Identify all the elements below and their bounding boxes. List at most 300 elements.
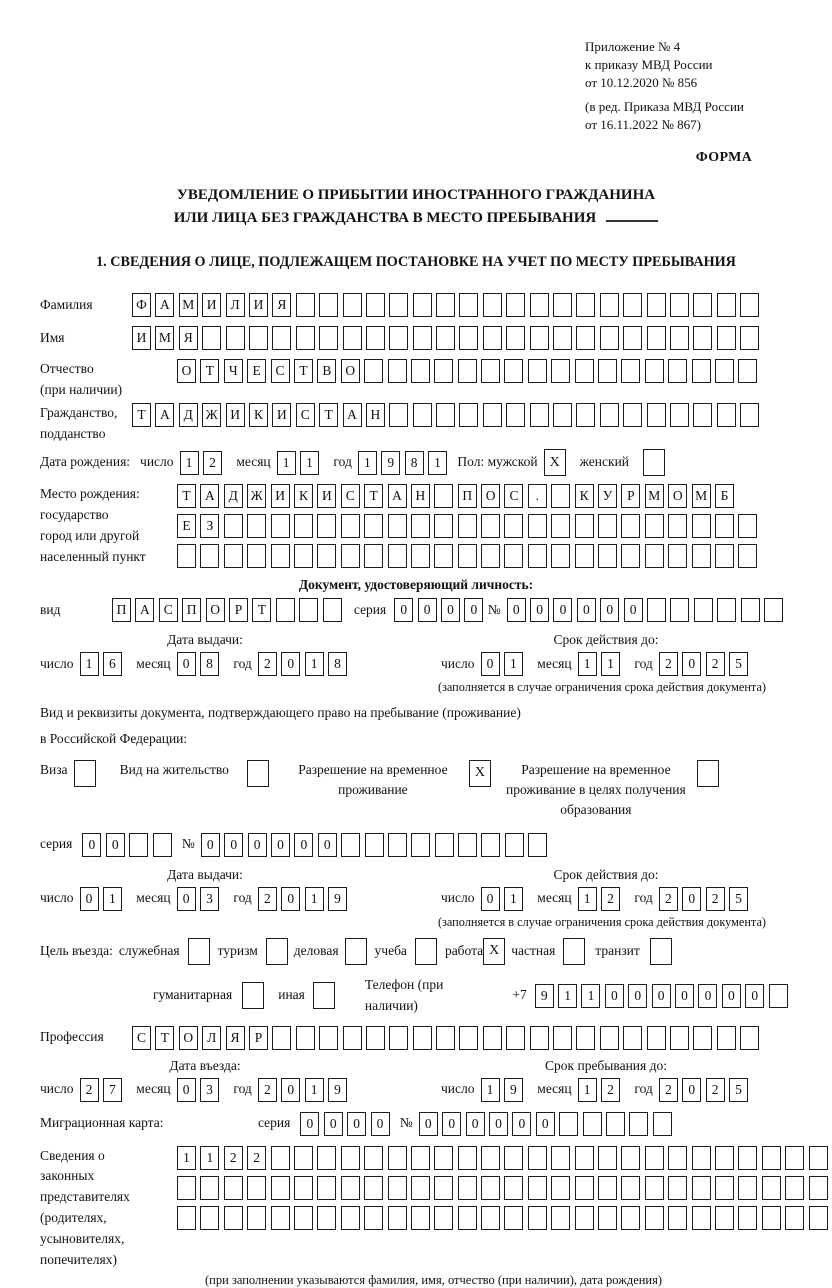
- char-box[interactable]: Т: [319, 403, 338, 427]
- char-box[interactable]: [272, 326, 291, 350]
- char-box[interactable]: [317, 514, 336, 538]
- char-box[interactable]: 2: [258, 887, 277, 911]
- char-box[interactable]: 1: [601, 652, 620, 676]
- char-box[interactable]: [504, 1176, 523, 1200]
- char-box[interactable]: К: [294, 484, 313, 508]
- char-box[interactable]: Р: [229, 598, 248, 622]
- char-box[interactable]: [528, 1206, 547, 1230]
- char-box[interactable]: [623, 1026, 642, 1050]
- char-box[interactable]: [388, 1206, 407, 1230]
- char-box[interactable]: [366, 1026, 385, 1050]
- char-box[interactable]: [200, 1176, 219, 1200]
- char-box[interactable]: [551, 1146, 570, 1170]
- char-box[interactable]: 0: [442, 1112, 461, 1136]
- char-box[interactable]: И: [226, 403, 245, 427]
- char-box[interactable]: [670, 326, 689, 350]
- char-box[interactable]: [200, 1206, 219, 1230]
- char-box[interactable]: [715, 359, 734, 383]
- char-box[interactable]: 9: [381, 451, 400, 475]
- char-box[interactable]: 0: [605, 984, 624, 1008]
- char-box[interactable]: [317, 1176, 336, 1200]
- char-box[interactable]: [224, 1176, 243, 1200]
- char-box[interactable]: 0: [466, 1112, 485, 1136]
- char-box[interactable]: Р: [621, 484, 640, 508]
- char-box[interactable]: [600, 1026, 619, 1050]
- char-box[interactable]: [506, 326, 525, 350]
- char-box[interactable]: 7: [103, 1078, 122, 1102]
- char-box[interactable]: 0: [394, 598, 413, 622]
- char-box[interactable]: О: [206, 598, 225, 622]
- char-box[interactable]: И: [271, 484, 290, 508]
- char-box[interactable]: [764, 598, 783, 622]
- char-box[interactable]: [668, 1206, 687, 1230]
- temp-residence-checkbox[interactable]: X: [469, 760, 491, 787]
- char-box[interactable]: [317, 544, 336, 568]
- char-box[interactable]: [717, 403, 736, 427]
- char-box[interactable]: [364, 1146, 383, 1170]
- char-box[interactable]: С: [132, 1026, 151, 1050]
- char-box[interactable]: 0: [464, 598, 483, 622]
- char-box[interactable]: 0: [300, 1112, 319, 1136]
- char-box[interactable]: [645, 1146, 664, 1170]
- char-box[interactable]: [459, 403, 478, 427]
- char-box[interactable]: [436, 293, 455, 317]
- char-box[interactable]: [717, 326, 736, 350]
- char-box[interactable]: [389, 293, 408, 317]
- char-box[interactable]: [296, 1026, 315, 1050]
- char-box[interactable]: О: [341, 359, 360, 383]
- temp-residence-edu-checkbox[interactable]: [697, 760, 719, 787]
- char-box[interactable]: [504, 1206, 523, 1230]
- char-box[interactable]: 8: [405, 451, 424, 475]
- char-box[interactable]: И: [132, 326, 151, 350]
- char-box[interactable]: [434, 1206, 453, 1230]
- char-box[interactable]: [598, 514, 617, 538]
- char-box[interactable]: [740, 1026, 759, 1050]
- char-box[interactable]: 0: [281, 652, 300, 676]
- char-box[interactable]: [224, 1206, 243, 1230]
- char-box[interactable]: [459, 326, 478, 350]
- char-box[interactable]: [343, 1026, 362, 1050]
- char-box[interactable]: [343, 293, 362, 317]
- char-box[interactable]: [411, 1146, 430, 1170]
- char-box[interactable]: [693, 326, 712, 350]
- char-box[interactable]: 2: [659, 887, 678, 911]
- char-box[interactable]: 5: [729, 652, 748, 676]
- char-box[interactable]: С: [159, 598, 178, 622]
- char-box[interactable]: М: [179, 293, 198, 317]
- char-box[interactable]: [458, 1176, 477, 1200]
- char-box[interactable]: С: [341, 484, 360, 508]
- char-box[interactable]: [434, 544, 453, 568]
- commercial-checkbox[interactable]: [345, 938, 367, 965]
- char-box[interactable]: [506, 293, 525, 317]
- char-box[interactable]: [769, 984, 788, 1008]
- char-box[interactable]: И: [317, 484, 336, 508]
- char-box[interactable]: И: [272, 403, 291, 427]
- char-box[interactable]: [647, 1026, 666, 1050]
- char-box[interactable]: [272, 1026, 291, 1050]
- char-box[interactable]: А: [155, 293, 174, 317]
- char-box[interactable]: [668, 359, 687, 383]
- char-box[interactable]: 0: [201, 833, 220, 857]
- char-box[interactable]: [226, 326, 245, 350]
- char-box[interactable]: 2: [659, 652, 678, 676]
- char-box[interactable]: 0: [248, 833, 267, 857]
- char-box[interactable]: [645, 514, 664, 538]
- char-box[interactable]: [623, 293, 642, 317]
- char-box[interactable]: [294, 1176, 313, 1200]
- char-box[interactable]: [692, 1146, 711, 1170]
- char-box[interactable]: [153, 833, 172, 857]
- char-box[interactable]: [762, 1206, 781, 1230]
- char-box[interactable]: 0: [177, 887, 196, 911]
- char-box[interactable]: [551, 359, 570, 383]
- char-box[interactable]: [177, 1206, 196, 1230]
- char-box[interactable]: [319, 1026, 338, 1050]
- char-box[interactable]: [249, 326, 268, 350]
- char-box[interactable]: 2: [258, 1078, 277, 1102]
- char-box[interactable]: [389, 1026, 408, 1050]
- char-box[interactable]: [670, 1026, 689, 1050]
- char-box[interactable]: А: [155, 403, 174, 427]
- char-box[interactable]: 2: [706, 652, 725, 676]
- char-box[interactable]: Д: [179, 403, 198, 427]
- char-box[interactable]: [575, 1146, 594, 1170]
- char-box[interactable]: [551, 544, 570, 568]
- char-box[interactable]: 1: [177, 1146, 196, 1170]
- char-box[interactable]: [481, 1206, 500, 1230]
- char-box[interactable]: 2: [601, 887, 620, 911]
- char-box[interactable]: [271, 514, 290, 538]
- char-box[interactable]: [436, 403, 455, 427]
- char-box[interactable]: [598, 1206, 617, 1230]
- char-box[interactable]: [413, 1026, 432, 1050]
- char-box[interactable]: 2: [247, 1146, 266, 1170]
- char-box[interactable]: Т: [252, 598, 271, 622]
- char-box[interactable]: [294, 514, 313, 538]
- char-box[interactable]: [434, 359, 453, 383]
- char-box[interactable]: Т: [177, 484, 196, 508]
- char-box[interactable]: [715, 514, 734, 538]
- char-box[interactable]: 0: [512, 1112, 531, 1136]
- char-box[interactable]: М: [645, 484, 664, 508]
- char-box[interactable]: 5: [729, 887, 748, 911]
- char-box[interactable]: А: [135, 598, 154, 622]
- char-box[interactable]: Н: [411, 484, 430, 508]
- male-checkbox[interactable]: X: [544, 449, 566, 476]
- char-box[interactable]: [506, 1026, 525, 1050]
- char-box[interactable]: У: [598, 484, 617, 508]
- char-box[interactable]: 1: [305, 1078, 324, 1102]
- char-box[interactable]: И: [249, 293, 268, 317]
- char-box[interactable]: [785, 1176, 804, 1200]
- char-box[interactable]: [553, 293, 572, 317]
- char-box[interactable]: [692, 1176, 711, 1200]
- char-box[interactable]: .: [528, 484, 547, 508]
- char-box[interactable]: 2: [80, 1078, 99, 1102]
- char-box[interactable]: [598, 544, 617, 568]
- char-box[interactable]: [435, 833, 454, 857]
- char-box[interactable]: [693, 293, 712, 317]
- char-box[interactable]: [296, 293, 315, 317]
- char-box[interactable]: [575, 544, 594, 568]
- char-box[interactable]: П: [112, 598, 131, 622]
- char-box[interactable]: [621, 544, 640, 568]
- char-box[interactable]: [645, 1206, 664, 1230]
- char-box[interactable]: [483, 1026, 502, 1050]
- char-box[interactable]: [483, 293, 502, 317]
- char-box[interactable]: [647, 403, 666, 427]
- char-box[interactable]: О: [668, 484, 687, 508]
- char-box[interactable]: 0: [80, 887, 99, 911]
- char-box[interactable]: [528, 1146, 547, 1170]
- char-box[interactable]: [177, 1176, 196, 1200]
- char-box[interactable]: 3: [200, 1078, 219, 1102]
- char-box[interactable]: [621, 359, 640, 383]
- char-box[interactable]: А: [388, 484, 407, 508]
- char-box[interactable]: [598, 1176, 617, 1200]
- char-box[interactable]: [296, 326, 315, 350]
- char-box[interactable]: [364, 1176, 383, 1200]
- char-box[interactable]: [738, 359, 757, 383]
- char-box[interactable]: [740, 293, 759, 317]
- char-box[interactable]: 0: [507, 598, 526, 622]
- char-box[interactable]: [528, 833, 547, 857]
- char-box[interactable]: А: [200, 484, 219, 508]
- char-box[interactable]: 1: [428, 451, 447, 475]
- char-box[interactable]: [200, 544, 219, 568]
- char-box[interactable]: [481, 514, 500, 538]
- char-box[interactable]: [645, 359, 664, 383]
- char-box[interactable]: 2: [659, 1078, 678, 1102]
- char-box[interactable]: [411, 833, 430, 857]
- char-box[interactable]: [809, 1176, 828, 1200]
- char-box[interactable]: Т: [155, 1026, 174, 1050]
- char-box[interactable]: Е: [247, 359, 266, 383]
- char-box[interactable]: [459, 293, 478, 317]
- char-box[interactable]: [693, 1026, 712, 1050]
- char-box[interactable]: [598, 1146, 617, 1170]
- char-box[interactable]: 0: [624, 598, 643, 622]
- char-box[interactable]: [177, 544, 196, 568]
- char-box[interactable]: 0: [106, 833, 125, 857]
- char-box[interactable]: [551, 1206, 570, 1230]
- char-box[interactable]: [481, 1176, 500, 1200]
- char-box[interactable]: 0: [177, 1078, 196, 1102]
- char-box[interactable]: [389, 403, 408, 427]
- char-box[interactable]: Ж: [202, 403, 221, 427]
- char-box[interactable]: [366, 326, 385, 350]
- char-box[interactable]: [341, 544, 360, 568]
- char-box[interactable]: [621, 1206, 640, 1230]
- char-box[interactable]: 0: [271, 833, 290, 857]
- char-box[interactable]: 0: [745, 984, 764, 1008]
- char-box[interactable]: [341, 1176, 360, 1200]
- char-box[interactable]: [319, 293, 338, 317]
- char-box[interactable]: 1: [578, 1078, 597, 1102]
- char-box[interactable]: [668, 544, 687, 568]
- char-box[interactable]: [434, 1146, 453, 1170]
- char-box[interactable]: [458, 514, 477, 538]
- char-box[interactable]: 1: [180, 451, 199, 475]
- char-box[interactable]: [623, 326, 642, 350]
- char-box[interactable]: [528, 1176, 547, 1200]
- char-box[interactable]: Т: [364, 484, 383, 508]
- char-box[interactable]: 1: [80, 652, 99, 676]
- char-box[interactable]: З: [200, 514, 219, 538]
- char-box[interactable]: [323, 598, 342, 622]
- char-box[interactable]: [413, 293, 432, 317]
- char-box[interactable]: 1: [300, 451, 319, 475]
- char-box[interactable]: [653, 1112, 672, 1136]
- char-box[interactable]: 0: [682, 652, 701, 676]
- char-box[interactable]: [271, 544, 290, 568]
- char-box[interactable]: 2: [706, 1078, 725, 1102]
- char-box[interactable]: [576, 403, 595, 427]
- char-box[interactable]: [341, 833, 360, 857]
- char-box[interactable]: [738, 1176, 757, 1200]
- char-box[interactable]: 2: [258, 652, 277, 676]
- char-box[interactable]: [413, 326, 432, 350]
- char-box[interactable]: О: [177, 359, 196, 383]
- char-box[interactable]: [434, 484, 453, 508]
- char-box[interactable]: [528, 359, 547, 383]
- char-box[interactable]: [621, 514, 640, 538]
- char-box[interactable]: [738, 514, 757, 538]
- char-box[interactable]: [553, 403, 572, 427]
- char-box[interactable]: [271, 1146, 290, 1170]
- char-box[interactable]: [436, 1026, 455, 1050]
- char-box[interactable]: [623, 403, 642, 427]
- char-box[interactable]: 0: [577, 598, 596, 622]
- char-box[interactable]: 5: [729, 1078, 748, 1102]
- char-box[interactable]: 1: [504, 652, 523, 676]
- char-box[interactable]: 0: [628, 984, 647, 1008]
- char-box[interactable]: П: [458, 484, 477, 508]
- char-box[interactable]: 0: [281, 1078, 300, 1102]
- char-box[interactable]: [809, 1146, 828, 1170]
- char-box[interactable]: [481, 1146, 500, 1170]
- char-box[interactable]: [530, 293, 549, 317]
- char-box[interactable]: [738, 1146, 757, 1170]
- char-box[interactable]: [388, 514, 407, 538]
- char-box[interactable]: 2: [224, 1146, 243, 1170]
- char-box[interactable]: [388, 833, 407, 857]
- char-box[interactable]: [436, 326, 455, 350]
- char-box[interactable]: 0: [324, 1112, 343, 1136]
- char-box[interactable]: 0: [418, 598, 437, 622]
- char-box[interactable]: [809, 1206, 828, 1230]
- char-box[interactable]: 0: [441, 598, 460, 622]
- char-box[interactable]: [481, 359, 500, 383]
- char-box[interactable]: [621, 1146, 640, 1170]
- char-box[interactable]: [575, 359, 594, 383]
- char-box[interactable]: [294, 544, 313, 568]
- char-box[interactable]: [504, 514, 523, 538]
- char-box[interactable]: 1: [578, 652, 597, 676]
- char-box[interactable]: [738, 1206, 757, 1230]
- char-box[interactable]: 1: [581, 984, 600, 1008]
- char-box[interactable]: 0: [553, 598, 572, 622]
- char-box[interactable]: М: [692, 484, 711, 508]
- char-box[interactable]: [247, 1176, 266, 1200]
- char-box[interactable]: [692, 514, 711, 538]
- char-box[interactable]: [458, 1146, 477, 1170]
- char-box[interactable]: 0: [294, 833, 313, 857]
- char-box[interactable]: Я: [272, 293, 291, 317]
- char-box[interactable]: 9: [504, 1078, 523, 1102]
- char-box[interactable]: Н: [366, 403, 385, 427]
- char-box[interactable]: Е: [177, 514, 196, 538]
- char-box[interactable]: [411, 1206, 430, 1230]
- char-box[interactable]: 0: [347, 1112, 366, 1136]
- char-box[interactable]: Я: [226, 1026, 245, 1050]
- char-box[interactable]: 0: [682, 887, 701, 911]
- visa-checkbox[interactable]: [74, 760, 96, 787]
- char-box[interactable]: [575, 1176, 594, 1200]
- char-box[interactable]: И: [202, 293, 221, 317]
- char-box[interactable]: [459, 1026, 478, 1050]
- char-box[interactable]: 2: [706, 887, 725, 911]
- char-box[interactable]: [458, 544, 477, 568]
- char-box[interactable]: [647, 326, 666, 350]
- char-box[interactable]: [715, 1206, 734, 1230]
- char-box[interactable]: [506, 403, 525, 427]
- char-box[interactable]: [647, 293, 666, 317]
- char-box[interactable]: [224, 544, 243, 568]
- char-box[interactable]: [740, 403, 759, 427]
- char-box[interactable]: [528, 514, 547, 538]
- char-box[interactable]: [528, 544, 547, 568]
- char-box[interactable]: [388, 359, 407, 383]
- char-box[interactable]: [670, 598, 689, 622]
- char-box[interactable]: 0: [722, 984, 741, 1008]
- char-box[interactable]: [317, 1206, 336, 1230]
- char-box[interactable]: [738, 544, 757, 568]
- char-box[interactable]: [785, 1146, 804, 1170]
- char-box[interactable]: 8: [328, 652, 347, 676]
- char-box[interactable]: 1: [305, 652, 324, 676]
- char-box[interactable]: Л: [202, 1026, 221, 1050]
- char-box[interactable]: 9: [328, 1078, 347, 1102]
- private-checkbox[interactable]: [563, 938, 585, 965]
- char-box[interactable]: 9: [328, 887, 347, 911]
- char-box[interactable]: [668, 514, 687, 538]
- char-box[interactable]: [647, 598, 666, 622]
- char-box[interactable]: 0: [419, 1112, 438, 1136]
- char-box[interactable]: [411, 359, 430, 383]
- char-box[interactable]: [693, 403, 712, 427]
- char-box[interactable]: [576, 1026, 595, 1050]
- transit-checkbox[interactable]: [650, 938, 672, 965]
- char-box[interactable]: [483, 326, 502, 350]
- char-box[interactable]: [600, 403, 619, 427]
- char-box[interactable]: [504, 544, 523, 568]
- char-box[interactable]: 0: [530, 598, 549, 622]
- char-box[interactable]: [692, 544, 711, 568]
- char-box[interactable]: 3: [200, 887, 219, 911]
- char-box[interactable]: 8: [200, 652, 219, 676]
- char-box[interactable]: 0: [698, 984, 717, 1008]
- char-box[interactable]: Л: [226, 293, 245, 317]
- char-box[interactable]: [365, 833, 384, 857]
- char-box[interactable]: М: [155, 326, 174, 350]
- char-box[interactable]: 0: [536, 1112, 555, 1136]
- char-box[interactable]: [129, 833, 148, 857]
- char-box[interactable]: 0: [481, 652, 500, 676]
- char-box[interactable]: [645, 544, 664, 568]
